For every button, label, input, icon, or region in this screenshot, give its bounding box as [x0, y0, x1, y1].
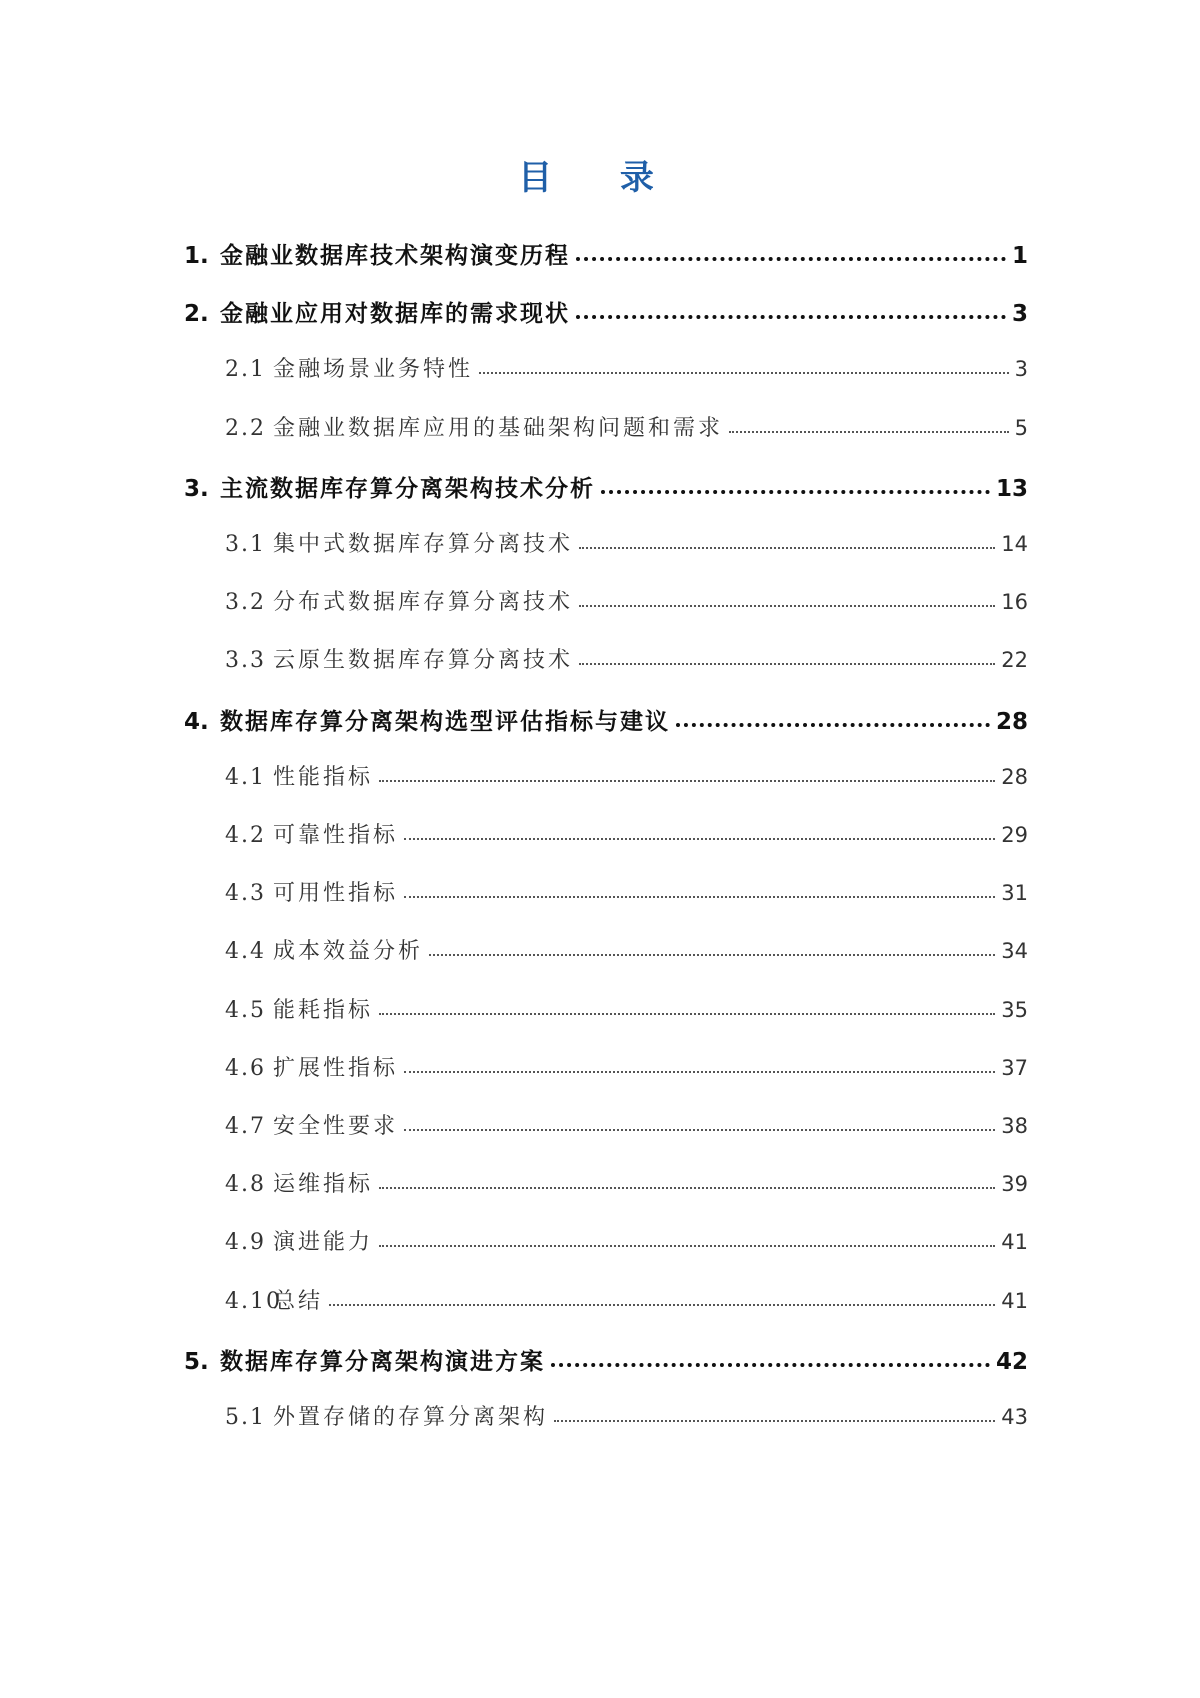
toc-entry[interactable]: [225, 1284, 1028, 1315]
toc-entry-number: 3.1: [225, 532, 266, 557]
toc-entry[interactable]: [225, 643, 1028, 674]
toc-entry-label: 成本效益分析: [273, 939, 424, 964]
toc-entry[interactable]: [225, 1225, 1028, 1256]
toc-entry-number: 5.1: [225, 1405, 266, 1430]
toc-entry[interactable]: [225, 818, 1028, 849]
toc-dot-leader: [404, 816, 995, 840]
toc-entry-label: 安全性要求: [273, 1114, 399, 1139]
toc-entry-page-number: 22: [1001, 648, 1028, 672]
toc-dot-leader: [379, 758, 995, 782]
toc-entry[interactable]: [184, 469, 1028, 503]
toc-dot-leader: [554, 1398, 995, 1422]
toc-entry-label: 总结: [273, 1289, 324, 1314]
toc-entry[interactable]: [184, 1342, 1028, 1376]
toc-entry-label: 数据库存算分离架构选型评估指标与建议: [220, 709, 670, 735]
toc-entry-label: 能耗指标: [273, 998, 374, 1023]
toc-entry-number: 1.: [184, 243, 209, 269]
toc-dot-leader: [576, 292, 1006, 319]
toc-entry-label: 主流数据库存算分离架构技术分析: [220, 476, 595, 502]
toc-dot-leader: [379, 991, 995, 1015]
toc-entry-label: 分布式数据库存算分离技术: [273, 590, 574, 615]
toc-entry-page-number: 41: [1001, 1289, 1028, 1313]
toc-entry-page-number: 13: [995, 476, 1028, 502]
toc-entry-page-number: 29: [1001, 823, 1028, 847]
toc-dot-leader: [601, 467, 990, 494]
toc-entry-page-number: 34: [1001, 939, 1028, 963]
toc-entry-number: 4.8: [225, 1172, 266, 1197]
toc-entry-page-number: 39: [1001, 1172, 1028, 1196]
toc-dot-leader: [329, 1282, 995, 1306]
toc-entry[interactable]: [225, 352, 1028, 383]
toc-dot-leader: [479, 350, 1009, 374]
toc-entry-page-number: 35: [1001, 998, 1028, 1022]
toc-entry-number: 4.4: [225, 939, 266, 964]
toc-entry-page-number: 14: [1001, 532, 1028, 556]
toc-entry-number: 4.5: [225, 998, 266, 1023]
toc-entry-label: 金融业应用对数据库的需求现状: [220, 301, 570, 327]
toc-entry-page-number: 38: [1001, 1114, 1028, 1138]
toc-entry[interactable]: [225, 411, 1028, 442]
toc-entry-number: 4.6: [225, 1056, 266, 1081]
toc-dot-leader: [729, 409, 1009, 433]
toc-dot-leader: [576, 234, 1006, 261]
toc-entry-number: 3.3: [225, 648, 266, 673]
toc-entry[interactable]: [184, 294, 1028, 328]
toc-entry-label: 运维指标: [273, 1172, 374, 1197]
toc-title: 目 录: [518, 158, 682, 198]
toc-dot-leader: [404, 874, 995, 898]
toc-dot-leader: [579, 525, 995, 549]
toc-entry[interactable]: [225, 876, 1028, 907]
toc-entry[interactable]: [225, 527, 1028, 558]
toc-entry-page-number: 41: [1001, 1230, 1028, 1254]
toc-entry-label: 可用性指标: [273, 881, 399, 906]
toc-entry-label: 可靠性指标: [273, 823, 399, 848]
toc-entry-number: 4.: [184, 709, 209, 735]
toc-entry[interactable]: [184, 236, 1028, 270]
toc-entry-number: 2.: [184, 301, 209, 327]
toc-entry-number: 4.3: [225, 881, 266, 906]
toc-entry-page-number: 5: [1014, 416, 1028, 440]
toc-entry-number: 3.2: [225, 590, 266, 615]
toc-dot-leader: [676, 700, 990, 727]
toc-entry-page-number: 28: [1001, 765, 1028, 789]
toc-dot-leader: [579, 641, 995, 665]
toc-entry-page-number: 3: [1014, 357, 1028, 381]
toc-entry-page-number: 3: [1011, 301, 1028, 327]
toc-dot-leader: [551, 1340, 990, 1367]
toc-entry-label: 金融业数据库技术架构演变历程: [220, 243, 570, 269]
toc-entry-label: 性能指标: [273, 765, 374, 790]
toc-entry-label: 金融场景业务特性: [273, 357, 474, 382]
toc-entry-label: 数据库存算分离架构演进方案: [220, 1349, 545, 1375]
toc-entry[interactable]: [225, 1167, 1028, 1198]
toc-entry-label: 扩展性指标: [273, 1056, 399, 1081]
toc-entry[interactable]: [225, 760, 1028, 791]
toc-entry-page-number: 42: [995, 1349, 1028, 1375]
toc-entry-number: 4.2: [225, 823, 266, 848]
toc-dot-leader: [404, 1049, 995, 1073]
toc-dot-leader: [379, 1223, 995, 1247]
toc-entry-number: 4.9: [225, 1230, 266, 1255]
toc-entry[interactable]: [184, 702, 1028, 736]
toc-entry[interactable]: [225, 993, 1028, 1024]
toc-dot-leader: [429, 932, 995, 956]
toc-entry-number: 2.1: [225, 357, 266, 382]
toc-entry-number: 4.10: [225, 1289, 282, 1314]
toc-entry-label: 外置存储的存算分离架构: [273, 1405, 549, 1430]
toc-dot-leader: [379, 1165, 995, 1189]
toc-dot-leader: [404, 1107, 995, 1131]
toc-entry-label: 云原生数据库存算分离技术: [273, 648, 574, 673]
toc-entry-number: 4.1: [225, 765, 266, 790]
toc-entry[interactable]: [225, 934, 1028, 965]
toc-entry-label: 演进能力: [273, 1230, 374, 1255]
toc-entry[interactable]: [225, 1109, 1028, 1140]
toc-entry-number: 5.: [184, 1349, 209, 1375]
toc-entry-page-number: 28: [995, 709, 1028, 735]
toc-entry-label: 集中式数据库存算分离技术: [273, 532, 574, 557]
toc-entry[interactable]: [225, 1400, 1028, 1431]
toc-entry-page-number: 1: [1011, 243, 1028, 269]
toc-entry[interactable]: [225, 585, 1028, 616]
toc-entry-number: 3.: [184, 476, 209, 502]
toc-entry-page-number: 43: [1001, 1405, 1028, 1429]
toc-dot-leader: [579, 583, 995, 607]
toc-entry-number: 4.7: [225, 1114, 266, 1139]
toc-entry-page-number: 16: [1001, 590, 1028, 614]
toc-entry[interactable]: [225, 1051, 1028, 1082]
toc-entry-page-number: 31: [1001, 881, 1028, 905]
toc-entry-label: 金融业数据库应用的基础架构问题和需求: [273, 416, 724, 441]
toc-entry-number: 2.2: [225, 416, 266, 441]
toc-entry-page-number: 37: [1001, 1056, 1028, 1080]
